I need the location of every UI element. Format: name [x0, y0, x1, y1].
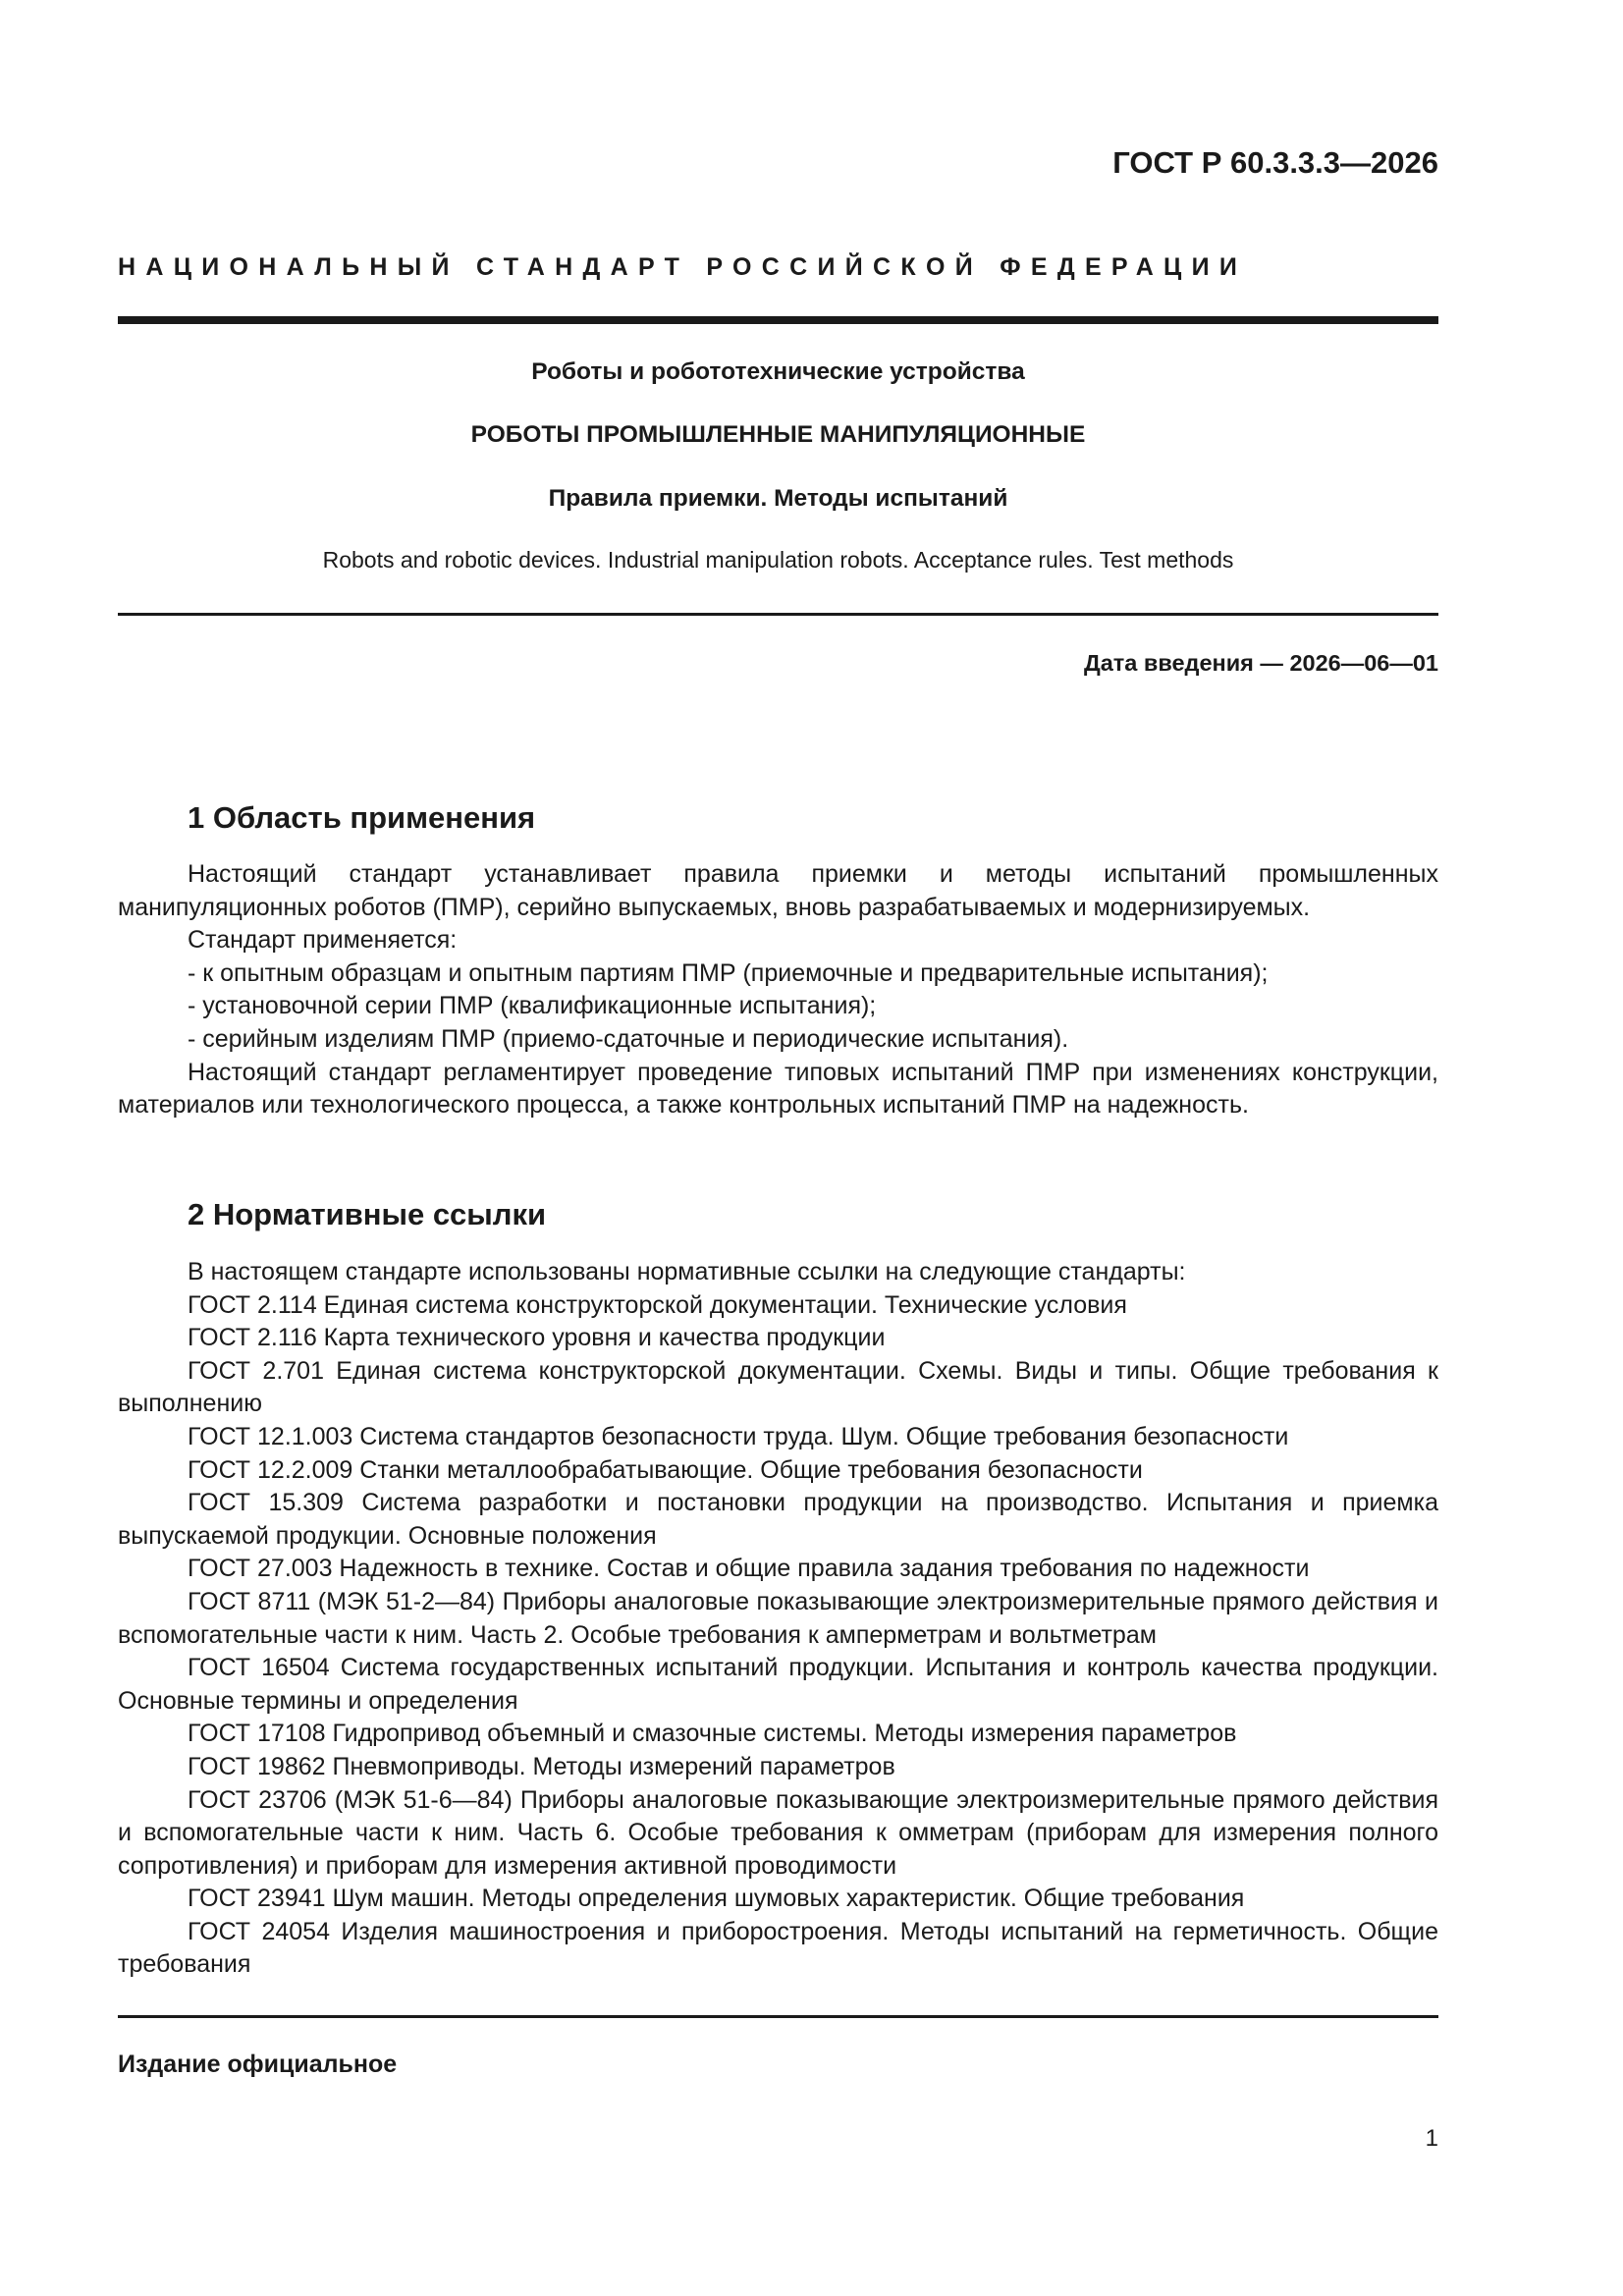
page-number: 1 — [1425, 2125, 1438, 2152]
section-1-paragraph: Настоящий стандарт устанавливает правила приемки и методы испытаний промышленных манипуляционных роботов (ПМР), серийно выпускаемых, вновь разрабатываемых и модернизируемых. — [118, 860, 1438, 921]
title-line-2: РОБОТЫ ПРОМЫШЛЕННЫЕ МАНИПУЛЯЦИОННЫЕ — [470, 421, 1086, 448]
reference-item: ГОСТ 23941 Шум машин. Методы определения шумовых характеристик. Общие требования — [188, 1885, 1245, 1913]
reference-item: ГОСТ 27.003 Надежность в технике. Состав и общие правила задания требования по надежности — [188, 1555, 1310, 1583]
list-item: - серийным изделиям ПМР (приемо-сдаточные и периодические испытания). — [188, 1024, 1069, 1053]
list-item: - установочной серии ПМР (квалификационные испытания); — [188, 992, 877, 1020]
section-1-body — [118, 858, 1438, 1122]
section-1-paragraph: Стандарт применяется: — [188, 926, 458, 955]
introduction-date: Дата введения — 2026—06—01 — [1083, 650, 1438, 676]
header-divider — [118, 316, 1438, 324]
reference-item: ГОСТ 8711 (МЭК 51-2—84) Приборы аналоговые показывающие электроизмерительные прямого действия и вспомогательные части к ним. Часть 2. Особые требования к амперметрам и вольтметрам — [118, 1587, 1438, 1649]
reference-item: ГОСТ 24054 Изделия машиностроения и приборостроения. Методы испытаний на герметичность. Общие требования — [118, 1917, 1438, 1979]
reference-item: ГОСТ 16504 Система государственных испытаний продукции. Испытания и контроль качества продукции. Основные термины и определения — [118, 1654, 1438, 1715]
title-divider — [118, 613, 1438, 616]
standard-number: ГОСТ Р 60.3.3.3—2026 — [1112, 145, 1438, 180]
national-standard-banner: НАЦИОНАЛЬНЫЙ СТАНДАРТ РОССИЙСКОЙ ФЕДЕРАЦИИ — [118, 253, 1248, 281]
reference-item: ГОСТ 23706 (МЭК 51-6—84) Приборы аналоговые показывающие электроизмерительные прямого действия и вспомогательные части к ним. Часть 6. Особые требования к омметрам (приборам для измерения полного сопротивления) и приборам для измерения активной проводимости — [118, 1785, 1438, 1880]
footer-divider — [118, 2015, 1438, 2018]
section-1-paragraph: Настоящий стандарт регламентирует проведение типовых испытаний ПМР при изменениях конструкции, материалов или технологического процесса, а также контрольных испытаний ПМР на надежность. — [118, 1058, 1438, 1120]
section-2-body — [118, 1256, 1438, 1982]
reference-item: ГОСТ 12.2.009 Станки металлообрабатывающие. Общие требования безопасности — [188, 1455, 1143, 1484]
reference-item: ГОСТ 12.1.003 Система стандартов безопасности труда. Шум. Общие требования безопасности — [188, 1422, 1289, 1450]
reference-item: ГОСТ 2.114 Единая система конструкторской документации. Технические условия — [188, 1290, 1127, 1319]
title-line-3: Правила приемки. Методы испытаний — [548, 485, 1008, 512]
section-2-intro: В настоящем стандарте использованы нормативные ссылки на следующие стандарты: — [188, 1258, 1186, 1285]
section-1-heading: 1 Область применения — [188, 800, 536, 835]
title-english: Robots and robotic devices. Industrial manipulation robots. Acceptance rules. Test methods — [322, 547, 1234, 573]
reference-item: ГОСТ 19862 Пневмоприводы. Методы измерений параметров — [188, 1752, 895, 1780]
reference-item: ГОСТ 2.116 Карта технического уровня и качества продукции — [188, 1324, 886, 1352]
title-line-1: Роботы и робототехнические устройства — [531, 358, 1025, 385]
official-edition-label: Издание официальное — [118, 2050, 398, 2078]
reference-item: ГОСТ 15.309 Система разработки и постановки продукции на производство. Испытания и приемка выпускаемой продукции. Основные положения — [118, 1489, 1438, 1550]
reference-item: ГОСТ 2.701 Единая система конструкторской документации. Схемы. Виды и типы. Общие требования к выполнению — [118, 1356, 1438, 1418]
reference-item: ГОСТ 17108 Гидропривод объемный и смазочные системы. Методы измерения параметров — [188, 1720, 1237, 1748]
list-item: - к опытным образцам и опытным партиям ПМР (приемочные и предварительные испытания); — [188, 958, 1269, 987]
section-2-heading: 2 Нормативные ссылки — [188, 1197, 547, 1231]
